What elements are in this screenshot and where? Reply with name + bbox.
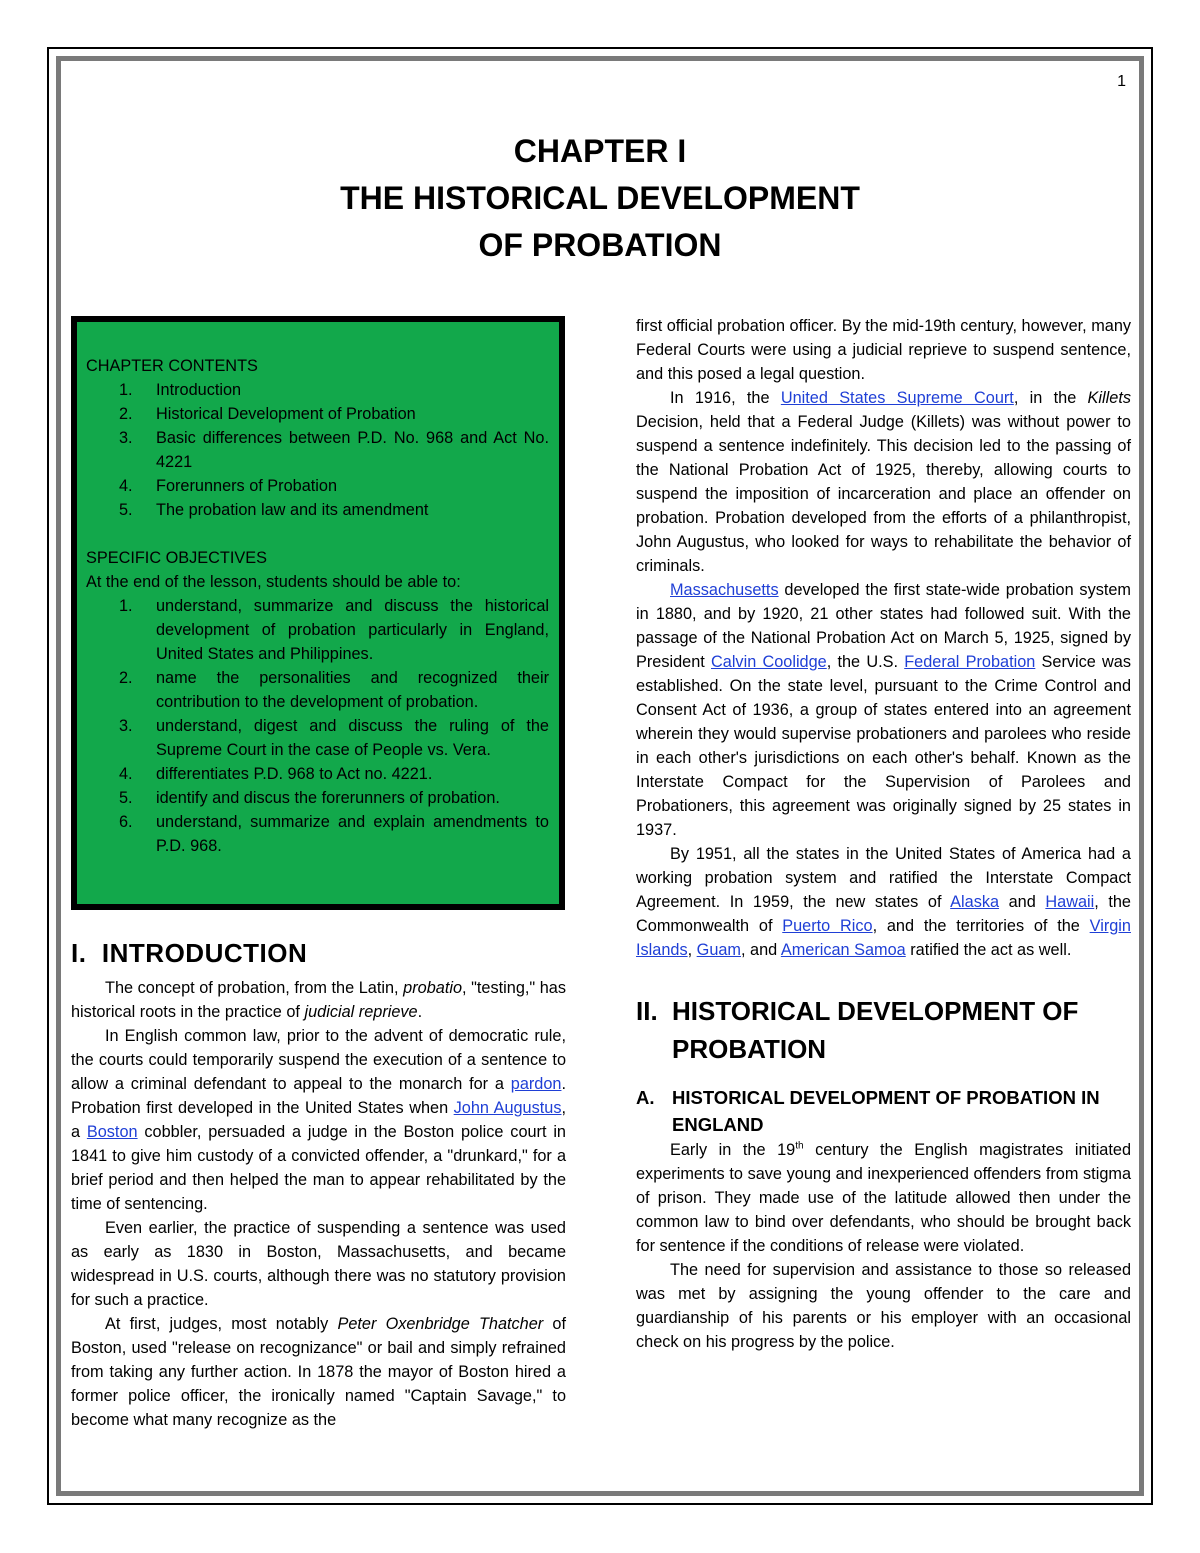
link-federal-probation[interactable]: Federal Probation — [904, 653, 1036, 671]
list-item: 1. understand, summarize and discuss the historical development of probation particularly in England, United States and Philippines. — [119, 597, 549, 663]
list-item: 4. differentiates P.D. 968 to Act no. 4221. — [119, 765, 433, 783]
chapter-contents-box — [71, 316, 565, 910]
paragraph: The need for supervision and assistance to those so released was met by assigning the young offender to the care and guardianship of his parents or his employer with an occasional check on his progress by the police. — [636, 1261, 1131, 1351]
paragraph: At first, judges, most notably Peter Oxenbridge Thatcher of Boston, used "release on recognizance" or bail and simply refrained from taking any further action. In 1878 the mayor of Boston hired a former police officer, the ironically named "Captain Savage," to become what many recognize as the — [71, 1315, 566, 1429]
link-virgin-islands[interactable]: Virgin Islands — [636, 917, 1131, 959]
link-massachusetts[interactable]: Massachusetts — [670, 581, 779, 599]
link-us-supreme-court[interactable]: United States Supreme Court — [780, 389, 1014, 407]
list-item: 3. Basic differences between P.D. No. 968 and Act No. 4221 — [119, 429, 549, 471]
paragraph: In English common law, prior to the advent of democratic rule, the courts could temporarily suspend the execution of a sentence to allow a criminal defendant to appeal to the monarch for a pardon. Probation first developed in the United States when John Augustus, a Boston cobbler, persuaded a judge in the Boston police court in 1841 to give him custody of a convicted offender, a "drunkard," for a brief period and then helped the man to appear rehabilitated by the time of sentencing. — [71, 1027, 566, 1213]
link-hawaii[interactable]: Hawaii — [1045, 893, 1095, 911]
paragraph: first official probation officer. By the mid-19th century, however, many Federal Courts were using a judicial reprieve to suspend sentence, and this posed a legal question. — [636, 317, 1132, 383]
link-pardon[interactable]: pardon — [510, 1075, 562, 1093]
list-item: 5. identify and discus the forerunners of probation. — [119, 789, 500, 807]
objectives-list — [86, 594, 549, 858]
paragraph: By 1951, all the states in the United States of America had a working probation system and ratified the Interstate Compact Agreement. In 1959, the new states of Alaska and Hawaii, the Commonwealth of Puerto Rico, and the territories of the Virgin Islands, Guam, and American Samoa ratified the act as well. — [636, 845, 1131, 959]
list-item: 2. Historical Development of Probation — [119, 405, 416, 423]
link-john-augustus[interactable]: John Augustus — [453, 1099, 562, 1117]
subsection-heading-england: A. HISTORICAL DEVELOPMENT OF PROBATION IN ENGLAND — [636, 1087, 1100, 1135]
chapter-title-line: THE HISTORICAL DEVELOPMENT — [340, 180, 860, 216]
list-item: 2. name the personalities and recognized their contribution to the development of probation. — [119, 669, 549, 711]
paragraph: Even earlier, the practice of suspending a sentence was used as early as 1830 in Boston, Massachusetts, and became widespread in U.S. courts, although there was no statutory provision for such a practice. — [71, 1219, 566, 1309]
chapter-title-line: OF PROBATION — [478, 227, 722, 263]
section-heading-introduction: I. INTRODUCTION — [71, 938, 308, 968]
section-heading-historical-development: II. HISTORICAL DEVELOPMENT OF PROBATION — [636, 996, 1079, 1064]
list-item: 3. understand, digest and discuss the ruling of the Supreme Court in the case of People vs. Vera. — [119, 717, 549, 759]
list-item: 5. The probation law and its amendment — [119, 501, 429, 519]
contents-list — [86, 378, 549, 522]
paragraph: Early in the 19th century the English magistrates initiated experiments to save young and inexperienced offenders from stigma of prison. They made use of the latitude allowed then under the common law to bind over defendants, who should be brought back for sentence if the conditions of release were violated. — [636, 1140, 1131, 1255]
link-alaska[interactable]: Alaska — [950, 893, 1000, 911]
objectives-heading: SPECIFIC OBJECTIVES — [86, 549, 267, 567]
paragraph: Massachusetts developed the first state-wide probation system in 1880, and by 1920, 21 other states had followed suit. With the passage of the National Probation Act on March 5, 1925, signed by President Calvin Coolidge, the U.S. Federal Probation Service was established. On the state level, pursuant to the Crime Control and Consent Act of 1936, a group of states entered into an agreement wherein they would supervise probationers and parolees who reside in each other's jurisdictions on each other's behalf. Known as the Interstate Compact for the Supervision of Parolees and Probationers, this agreement was originally signed by 25 states in 1937. — [636, 581, 1131, 839]
page-number: 1 — [1117, 73, 1126, 90]
contents-heading: CHAPTER CONTENTS — [86, 357, 258, 375]
link-calvin-coolidge[interactable]: Calvin Coolidge — [711, 653, 827, 671]
left-column — [71, 938, 566, 1432]
chapter-title — [60, 128, 1140, 269]
list-item: 1. Introduction — [119, 381, 242, 399]
link-puerto-rico[interactable]: Puerto Rico — [782, 917, 873, 935]
link-boston[interactable]: Boston — [86, 1123, 138, 1141]
link-american-samoa[interactable]: American Samoa — [780, 941, 906, 959]
link-guam[interactable]: Guam — [696, 941, 741, 959]
paragraph: The concept of probation, from the Latin, probatio, "testing," has historical roots in the practice of judicial reprieve. — [71, 979, 567, 1021]
chapter-title-line: CHAPTER I — [513, 133, 687, 169]
right-column — [636, 314, 1131, 1354]
objectives-intro: At the end of the lesson, students should be able to: — [86, 573, 461, 591]
list-item: 6. understand, summarize and explain amendments to P.D. 968. — [119, 813, 549, 855]
paragraph: In 1916, the United States Supreme Court, in the Killets Decision, held that a Federal Judge (Killets) was without power to suspend a sentence indefinitely. This decision led to the passing of the National Probation Act of 1925, thereby, allowing courts to suspend the imposition of incarceration and place an offender on probation. Probation developed from the efforts of a philanthropist, John Augustus, who looked for ways to rehabilitate the behavior of criminals. — [636, 389, 1131, 575]
list-item: 4. Forerunners of Probation — [119, 477, 338, 495]
